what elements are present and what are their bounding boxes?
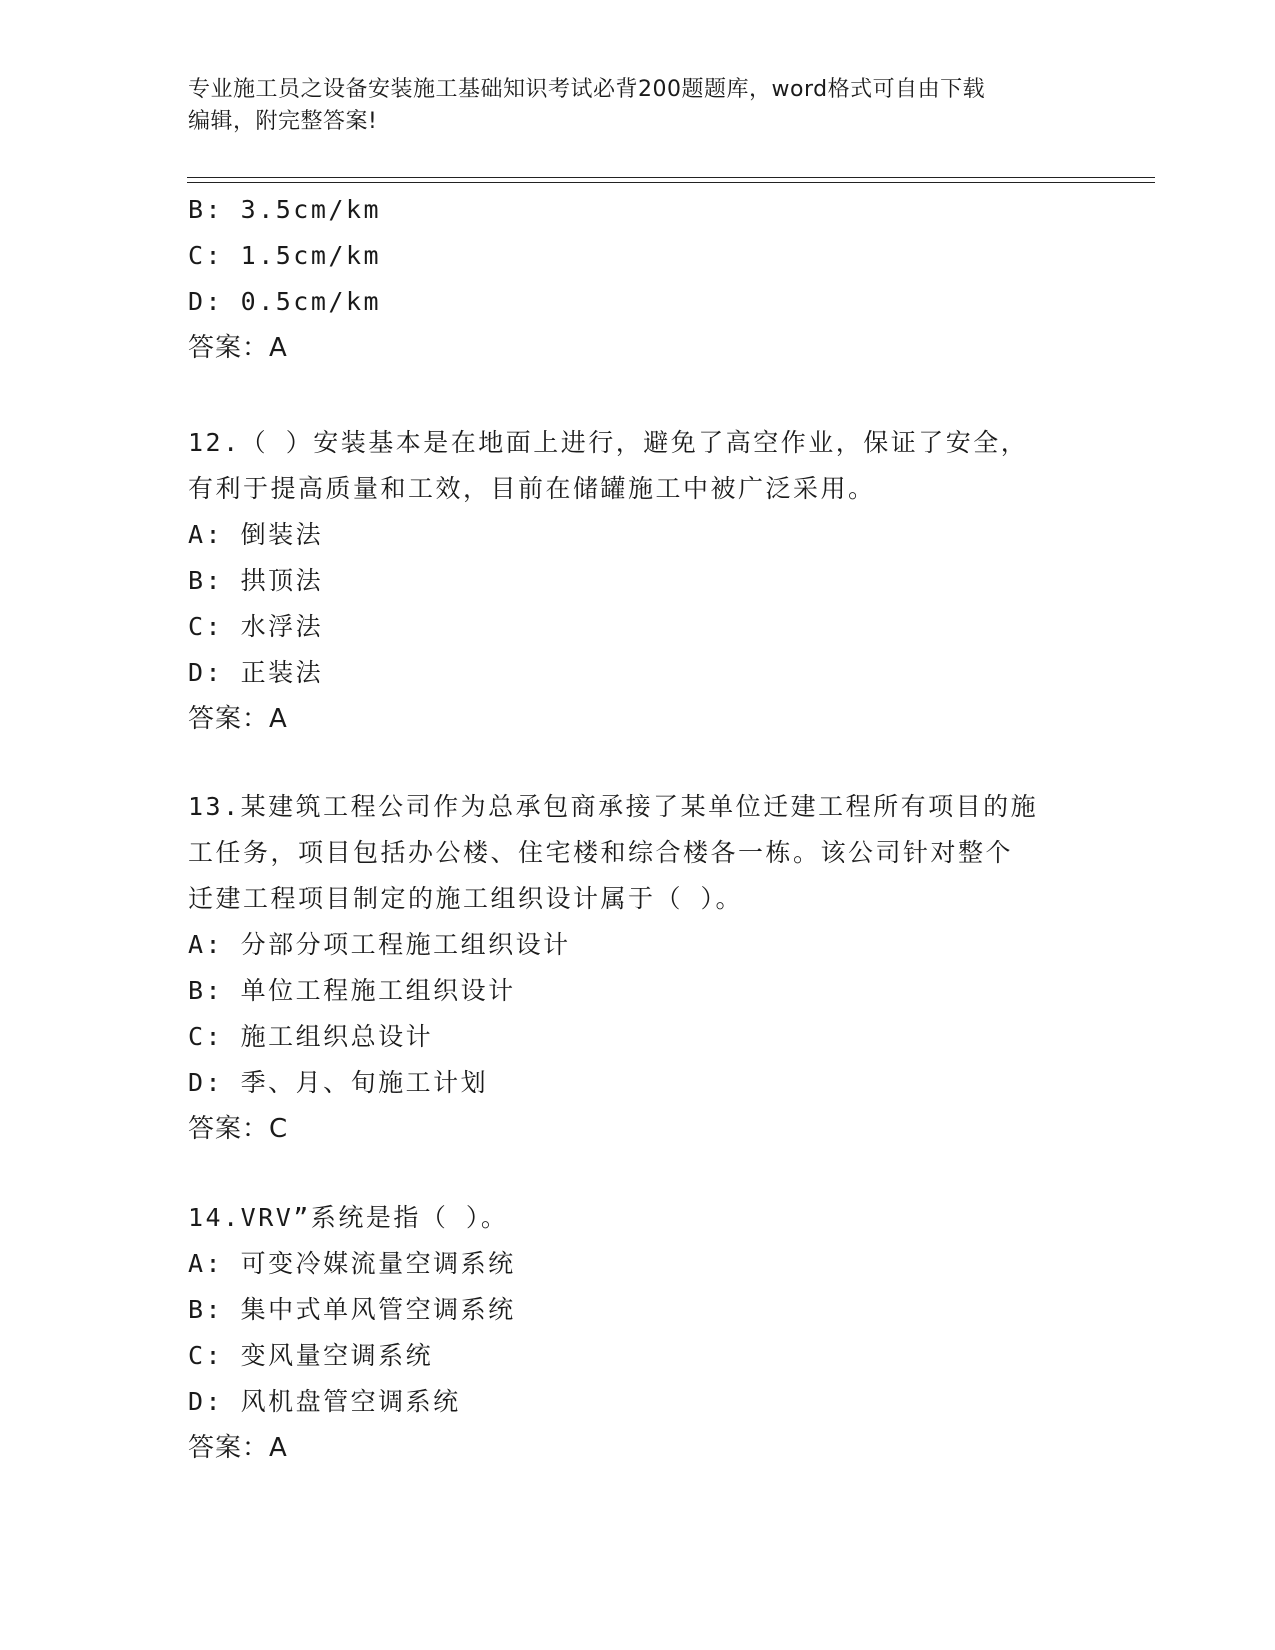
question-13-option-b: B: 单位工程施工组织设计 [188, 976, 516, 1005]
question-14-option-b: B: 集中式单风管空调系统 [188, 1295, 516, 1324]
question-12-option-c: C: 水浮法 [188, 612, 324, 641]
question-11-answer: 答案：A [188, 333, 288, 363]
question-13-option-c: C: 施工组织总设计 [188, 1022, 434, 1051]
question-12 [188, 420, 1028, 742]
question-14-option-c: C: 变风量空调系统 [188, 1341, 434, 1370]
question-12-answer: 答案：A [188, 704, 288, 734]
question-12-stem-line-2: 有利于提高质量和工效，目前在储罐施工中被广泛采用。 [188, 474, 876, 503]
header-line-2: 编辑，附完整答案! [188, 109, 378, 134]
header-divider-top [187, 177, 1155, 178]
question-11-option-c: C: 1.5cm/km [188, 241, 382, 270]
question-13-answer: 答案：C [188, 1114, 289, 1144]
document-header [188, 74, 1108, 138]
question-11 [188, 187, 381, 371]
question-14 [188, 1195, 516, 1471]
question-11-option-d: D: 0.5cm/km [188, 287, 382, 316]
question-12-option-a: A: 倒装法 [188, 520, 324, 549]
question-14-answer: 答案：A [188, 1433, 288, 1463]
question-13-option-a: A: 分部分项工程施工组织设计 [188, 930, 571, 959]
question-14-option-d: D: 风机盘管空调系统 [188, 1387, 461, 1416]
question-14-stem-line-1: 14.VRV”系统是指（ ）。 [188, 1203, 509, 1232]
question-13-stem-line-1: 13.某建筑工程公司作为总承包商承接了某单位迁建工程所有项目的施 [188, 792, 1039, 821]
question-12-stem-line-1: 12.（ ）安装基本是在地面上进行，避免了高空作业，保证了安全， [188, 428, 1029, 457]
header-line-1: 专业施工员之设备安装施工基础知识考试必背200题题库，word格式可自由下载 [188, 77, 986, 102]
question-13-option-d: D: 季、月、旬施工计划 [188, 1068, 489, 1097]
question-14-option-a: A: 可变冷媒流量空调系统 [188, 1249, 516, 1278]
question-11-option-b: B: 3.5cm/km [188, 195, 382, 224]
question-13 [188, 784, 1038, 1152]
question-13-stem-line-3: 迁建工程项目制定的施工组织设计属于（ ）。 [188, 884, 744, 913]
question-13-stem-line-2: 工任务，项目包括办公楼、住宅楼和综合楼各一栋。该公司针对整个 [188, 838, 1014, 867]
header-divider-bottom [187, 182, 1155, 183]
question-12-option-d: D: 正装法 [188, 658, 324, 687]
question-12-option-b: B: 拱顶法 [188, 566, 324, 595]
